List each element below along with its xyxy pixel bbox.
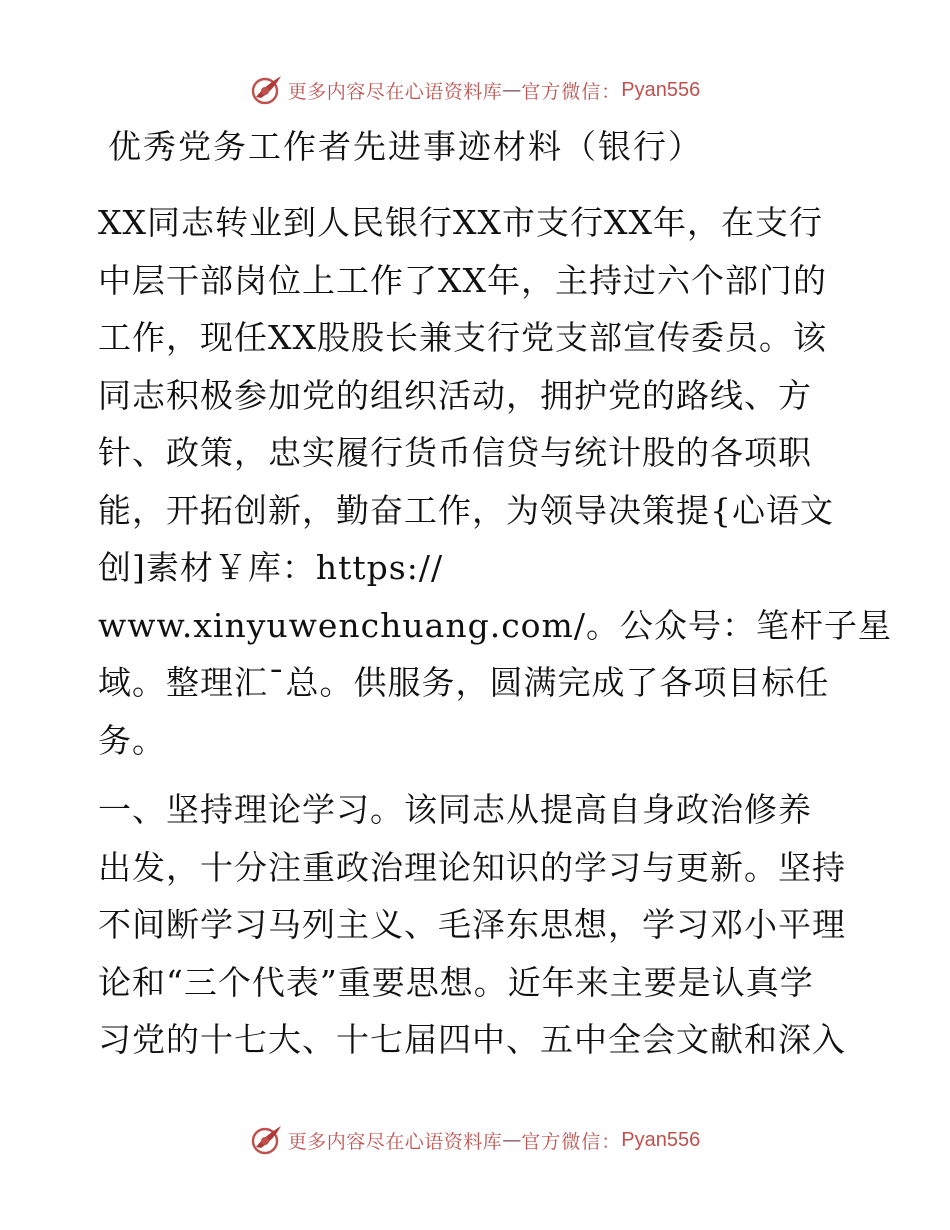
text-line: 能，开拓创新，勤奋工作，为领导决策提{心语文 (98, 490, 834, 530)
text-line: 不间断学习马列主义、毛泽东思想，学习邓小平理 (98, 905, 846, 944)
banner-slogan: 更多内容尽在心语资料库 (287, 80, 503, 103)
banner-separator: — (502, 79, 522, 101)
text-line: 一、坚持理论学习。该同志从提高自身政治修养 (98, 790, 812, 829)
text-line: XX同志转业到人民银行XX市支行XX年，在支行 (98, 203, 823, 242)
banner-wechat-label: 官方微信： (521, 80, 622, 103)
text-line: 中层干部岗位上工作了XX年，主持过六个部门的 (98, 260, 827, 300)
banner-separator: — (502, 1129, 522, 1151)
text-line: 习党的十七大、十七届四中、五中全会文献和深入 (98, 1020, 846, 1059)
text-line: 针、政策，忠实履行货币信贷与统计股的各项职 (98, 433, 812, 472)
banner-slogan: 更多内容尽在心语资料库 (287, 1130, 503, 1153)
paragraph-2 (98, 781, 858, 1069)
text-line: www.xinyuwenchuang.com/。公众号：笔杆子星 (98, 605, 892, 645)
text-line: 论和“三个代表”重要思想。近年来主要是认真学 (98, 962, 814, 1002)
text-line: 同志积极参加党的组织活动，拥护党的路线、方 (98, 375, 812, 415)
text-line: 出发，十分注重政治理论知识的学习与更新。坚持 (98, 847, 846, 887)
footer-watermark-banner (0, 1118, 950, 1162)
text-line: 工作，现任XX股股长兼支行党支部宣传委员。该 (98, 318, 827, 357)
paragraph-gap (98, 769, 858, 781)
document-body (98, 194, 892, 1069)
text-line: 创]素材￥库：https:// (98, 548, 444, 587)
banner-wechat-label: 官方微信： (521, 1130, 622, 1153)
text-line: 域。整理汇¯总。供服务，圆满完成了各项目标任 (98, 663, 830, 702)
text-line: 务。 (98, 720, 166, 760)
header-watermark-banner (0, 68, 950, 112)
paragraph-1 (98, 194, 892, 769)
red-quill-logo-icon (250, 73, 284, 107)
document-title: 优秀党务工作者先进事迹材料（银行） (108, 127, 703, 166)
red-quill-logo-icon (250, 1123, 284, 1157)
banner-wechat-id: Pyan556 (621, 78, 701, 101)
banner-wechat-id: Pyan556 (621, 1128, 701, 1151)
